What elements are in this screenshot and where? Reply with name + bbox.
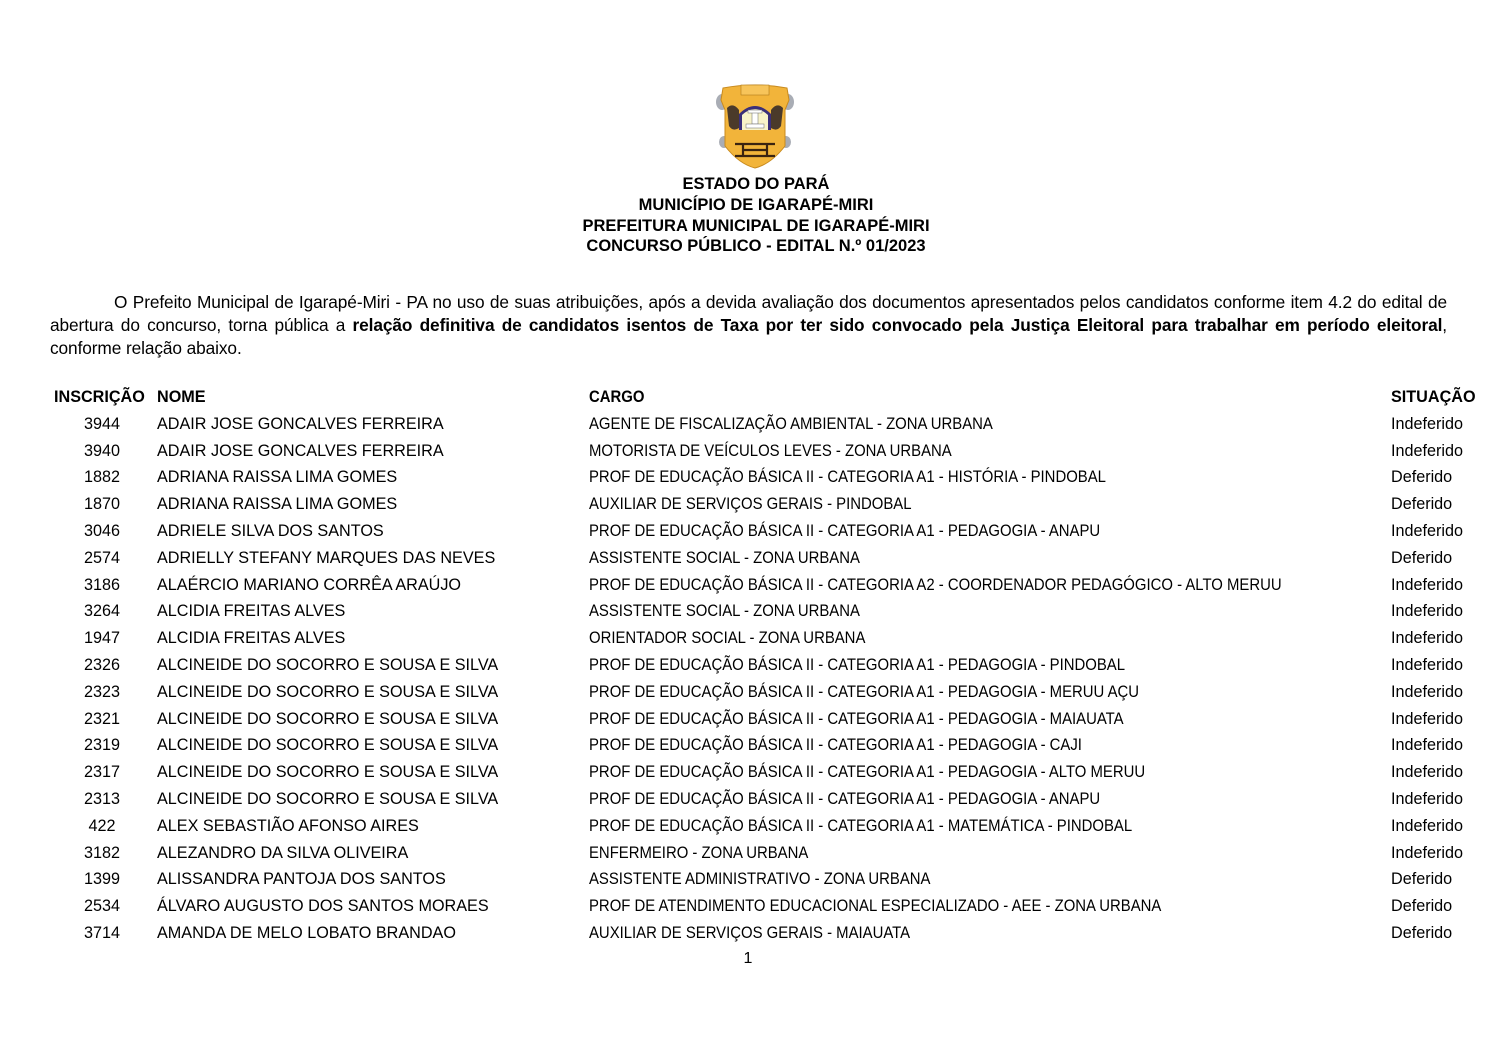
cell-inscricao: 3944 xyxy=(83,414,120,433)
heading-municipality: MUNICÍPIO DE IGARAPÉ-MIRI xyxy=(638,195,874,214)
cell-cargo: ASSISTENTE SOCIAL - ZONA URBANA xyxy=(589,548,860,567)
cell-situacao: Deferido xyxy=(1391,548,1453,567)
cell-inscricao: 1399 xyxy=(83,870,120,889)
cell-nome: AMANDA DE MELO LOBATO BRANDAO xyxy=(157,923,456,942)
cell-cargo: ASSISTENTE SOCIAL - ZONA URBANA xyxy=(589,602,860,621)
cell-situacao: Deferido xyxy=(1391,495,1453,514)
cell-nome: ALCINEIDE DO SOCORRO E SOUSA E SILVA xyxy=(157,682,499,701)
heading-contest: CONCURSO PÚBLICO - EDITAL N.º 01/2023 xyxy=(586,237,926,256)
cell-nome: ALCIDIA FREITAS ALVES xyxy=(157,602,346,621)
cell-nome: ÁLVARO AUGUSTO DOS SANTOS MORAES xyxy=(157,897,489,916)
table-row xyxy=(0,518,1497,545)
cell-situacao: Indeferido xyxy=(1391,763,1463,782)
cell-situacao: Indeferido xyxy=(1391,789,1463,808)
cell-cargo: AUXILIAR DE SERVIÇOS GERAIS - MAIAUATA xyxy=(589,923,911,942)
table-row xyxy=(0,732,1497,759)
document-heading xyxy=(400,174,1112,257)
table-header xyxy=(0,384,1497,411)
column-header-cargo: CARGO xyxy=(589,388,645,406)
cell-inscricao: 3940 xyxy=(83,441,120,460)
cell-inscricao: 2534 xyxy=(83,897,120,916)
cell-situacao: Indeferido xyxy=(1391,655,1463,674)
table-row xyxy=(0,572,1497,599)
cell-nome: ADRIELE SILVA DOS SANTOS xyxy=(157,521,384,540)
column-header-situacao: SITUAÇÃO xyxy=(1391,388,1476,406)
cell-situacao: Indeferido xyxy=(1391,843,1463,862)
cell-nome: ADRIANA RAISSA LIMA GOMES xyxy=(157,468,398,487)
cell-inscricao: 2326 xyxy=(83,655,120,674)
cell-nome: ALCINEIDE DO SOCORRO E SOUSA E SILVA xyxy=(157,763,499,782)
cell-situacao: Deferido xyxy=(1391,870,1453,889)
cell-inscricao: 1882 xyxy=(83,468,120,487)
table-row xyxy=(0,813,1497,840)
cell-cargo: PROF DE ATENDIMENTO EDUCACIONAL ESPECIALIZADO - AEE - ZONA URBANA xyxy=(589,897,1162,916)
table-row xyxy=(0,893,1497,920)
cell-nome: ADRIANA RAISSA LIMA GOMES xyxy=(157,495,398,514)
cell-situacao: Indeferido xyxy=(1391,521,1463,540)
cell-nome: ALEX SEBASTIÃO AFONSO AIRES xyxy=(157,816,419,835)
cell-inscricao: 3714 xyxy=(83,923,120,942)
cell-cargo: PROF DE EDUCAÇÃO BÁSICA II - CATEGORIA A1 - PEDAGOGIA - ANAPU xyxy=(589,789,1101,808)
cell-inscricao: 2319 xyxy=(83,736,120,755)
cell-cargo: PROF DE EDUCAÇÃO BÁSICA II - CATEGORIA A2 - COORDENADOR PEDAGÓGICO - ALTO MERUU xyxy=(589,575,1282,594)
cell-situacao: Indeferido xyxy=(1391,575,1463,594)
cell-inscricao: 3182 xyxy=(83,843,120,862)
cell-situacao: Indeferido xyxy=(1391,441,1463,460)
table-row xyxy=(0,411,1497,438)
table-row xyxy=(0,679,1497,706)
cell-cargo: PROF DE EDUCAÇÃO BÁSICA II - CATEGORIA A1 - HISTÓRIA - PINDOBAL xyxy=(589,468,1106,487)
table-row xyxy=(0,920,1497,947)
cell-situacao: Indeferido xyxy=(1391,736,1463,755)
cell-situacao: Indeferido xyxy=(1391,709,1463,728)
cell-cargo: ENFERMEIRO - ZONA URBANA xyxy=(589,843,809,862)
cell-nome: ALCINEIDE DO SOCORRO E SOUSA E SILVA xyxy=(157,789,499,808)
cell-nome: ADAIR JOSE GONCALVES FERREIRA xyxy=(157,414,444,433)
cell-inscricao: 2323 xyxy=(83,682,120,701)
coat-of-arms-logo xyxy=(713,80,797,170)
table-row xyxy=(0,464,1497,491)
cell-situacao: Deferido xyxy=(1391,897,1453,916)
intro-bold-text: relação definitiva de candidatos isentos de Taxa por ter sido convocado pela Justiça Eleitoral para trabalhar em período eleitoral xyxy=(352,315,1443,335)
intro-text-end: , conforme relação abaixo. xyxy=(50,315,1447,358)
table-row xyxy=(0,491,1497,518)
table-row xyxy=(0,706,1497,733)
cell-cargo: AGENTE DE FISCALIZAÇÃO AMBIENTAL - ZONA URBANA xyxy=(589,414,993,433)
cell-nome: ALCINEIDE DO SOCORRO E SOUSA E SILVA xyxy=(157,655,499,674)
cell-situacao: Deferido xyxy=(1391,923,1453,942)
cell-situacao: Indeferido xyxy=(1391,629,1463,648)
cell-nome: ADAIR JOSE GONCALVES FERREIRA xyxy=(157,441,444,460)
cell-nome: ALISSANDRA PANTOJA DOS SANTOS xyxy=(157,870,446,889)
table-row xyxy=(0,786,1497,813)
cell-cargo: PROF DE EDUCAÇÃO BÁSICA II - CATEGORIA A1 - MATEMÁTICA - PINDOBAL xyxy=(589,816,1133,835)
cell-inscricao: 3186 xyxy=(83,575,120,594)
cell-nome: ADRIELLY STEFANY MARQUES DAS NEVES xyxy=(157,548,496,567)
table-row xyxy=(0,598,1497,625)
intro-text: O Prefeito Municipal de Igarapé-Miri - PA no uso de suas atribuições, após a devida avaliação dos documentos apresentados pelos candidatos conforme item 4.2 do edital de abertura do concurso, torna pública a xyxy=(50,292,1447,335)
cell-inscricao: 3264 xyxy=(83,602,120,621)
cell-nome: ALEZANDRO DA SILVA OLIVEIRA xyxy=(157,843,409,862)
candidates-table xyxy=(0,384,1497,947)
cell-cargo: ORIENTADOR SOCIAL - ZONA URBANA xyxy=(589,629,866,648)
table-row xyxy=(0,652,1497,679)
page-number: 1 xyxy=(743,950,753,967)
cell-cargo: PROF DE EDUCAÇÃO BÁSICA II - CATEGORIA A1 - PEDAGOGIA - ALTO MERUU xyxy=(589,763,1146,782)
heading-state: ESTADO DO PARÁ xyxy=(682,175,830,193)
cell-cargo: PROF DE EDUCAÇÃO BÁSICA II - CATEGORIA A1 - PEDAGOGIA - ANAPU xyxy=(589,521,1101,540)
table-row xyxy=(0,438,1497,465)
table-row xyxy=(0,840,1497,867)
table-row xyxy=(0,545,1497,572)
table-row xyxy=(0,759,1497,786)
cell-situacao: Indeferido xyxy=(1391,414,1463,433)
cell-cargo: ASSISTENTE ADMINISTRATIVO - ZONA URBANA xyxy=(589,870,931,889)
heading-prefecture: PREFEITURA MUNICIPAL DE IGARAPÉ-MIRI xyxy=(582,216,930,235)
cell-inscricao: 3046 xyxy=(83,521,120,540)
cell-inscricao: 2321 xyxy=(83,709,120,728)
cell-nome: ALCINEIDE DO SOCORRO E SOUSA E SILVA xyxy=(157,736,499,755)
cell-cargo: PROF DE EDUCAÇÃO BÁSICA II - CATEGORIA A1 - PEDAGOGIA - PINDOBAL xyxy=(589,655,1125,674)
cell-inscricao: 1870 xyxy=(83,495,120,514)
cell-situacao: Indeferido xyxy=(1391,682,1463,701)
cell-inscricao: 422 xyxy=(88,816,116,835)
cell-cargo: PROF DE EDUCAÇÃO BÁSICA II - CATEGORIA A1 - PEDAGOGIA - MERUU AÇU xyxy=(589,682,1140,701)
cell-inscricao: 2317 xyxy=(83,763,120,782)
table-row xyxy=(0,866,1497,893)
cell-situacao: Indeferido xyxy=(1391,816,1463,835)
intro-paragraph xyxy=(50,291,1447,360)
cell-nome: ALCIDIA FREITAS ALVES xyxy=(157,629,346,648)
table-row xyxy=(0,625,1497,652)
cell-cargo: PROF DE EDUCAÇÃO BÁSICA II - CATEGORIA A1 - PEDAGOGIA - CAJI xyxy=(589,736,1082,755)
cell-cargo: AUXILIAR DE SERVIÇOS GERAIS - PINDOBAL xyxy=(589,495,912,514)
cell-inscricao: 1947 xyxy=(83,629,120,648)
cell-cargo: PROF DE EDUCAÇÃO BÁSICA II - CATEGORIA A1 - PEDAGOGIA - MAIAUATA xyxy=(589,709,1124,728)
column-header-nome: NOME xyxy=(157,388,206,406)
cell-inscricao: 2313 xyxy=(83,789,120,808)
cell-cargo: MOTORISTA DE VEÍCULOS LEVES - ZONA URBANA xyxy=(589,441,952,460)
cell-situacao: Indeferido xyxy=(1391,602,1463,621)
cell-nome: ALCINEIDE DO SOCORRO E SOUSA E SILVA xyxy=(157,709,499,728)
cell-situacao: Deferido xyxy=(1391,468,1453,487)
cell-nome: ALAÉRCIO MARIANO CORRÊA ARAÚJO xyxy=(157,575,462,594)
cell-inscricao: 2574 xyxy=(83,548,120,567)
column-header-inscricao: INSCRIÇÃO xyxy=(54,388,145,406)
